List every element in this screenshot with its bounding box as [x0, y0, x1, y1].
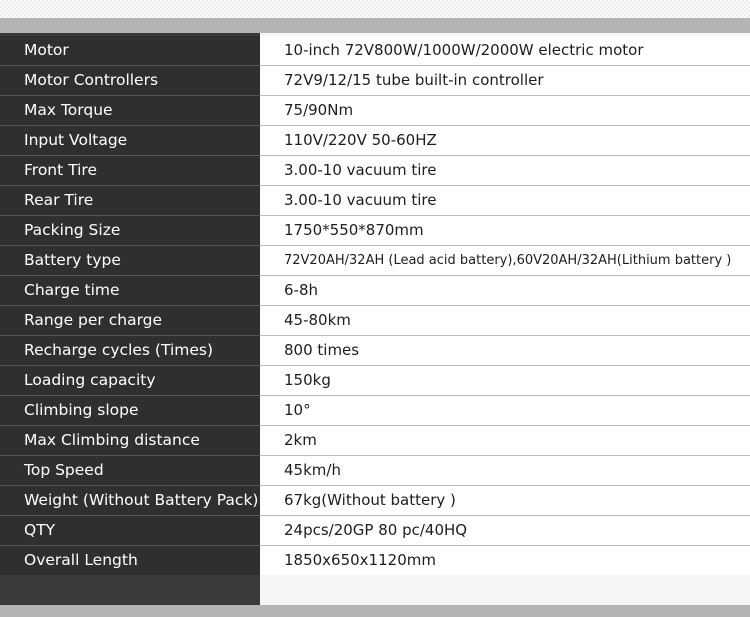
- spec-row-weight: [0, 486, 750, 516]
- spec-row-top-speed: [0, 456, 750, 486]
- spec-label: Rear Tire: [0, 186, 260, 215]
- spec-value: 2km: [260, 426, 750, 455]
- spec-label: Loading capacity: [0, 366, 260, 395]
- spec-value: 110V/220V 50-60HZ: [260, 126, 750, 155]
- spec-value: 45km/h: [260, 456, 750, 485]
- spec-label: QTY: [0, 516, 260, 545]
- spec-label: Front Tire: [0, 156, 260, 185]
- spec-value: 800 times: [260, 336, 750, 365]
- spec-value: 67kg(Without battery ): [260, 486, 750, 515]
- spec-value: 72V9/12/15 tube built-in controller: [260, 66, 750, 95]
- spec-row-motor: [0, 36, 750, 66]
- spec-label: Motor: [0, 36, 260, 65]
- spec-row-packing-size: [0, 216, 750, 246]
- spec-row-battery-type: [0, 246, 750, 276]
- spec-value: 1750*550*870mm: [260, 216, 750, 245]
- spec-label: Motor Controllers: [0, 66, 260, 95]
- spec-label: Charge time: [0, 276, 260, 305]
- spec-row-range-per-charge: [0, 306, 750, 336]
- spec-value: 72V20AH/32AH (Lead acid battery),60V20AH/32AH(Lithium battery ): [260, 246, 750, 275]
- spec-row-max-climbing-distance: [0, 426, 750, 456]
- spec-row-charge-time: [0, 276, 750, 306]
- spec-label: Max Torque: [0, 96, 260, 125]
- spec-label: Overall Length: [0, 546, 260, 575]
- spec-value: 150kg: [260, 366, 750, 395]
- spec-label: Range per charge: [0, 306, 260, 335]
- spec-label: Battery type: [0, 246, 260, 275]
- spec-label: Top Speed: [0, 456, 260, 485]
- spec-label: Climbing slope: [0, 396, 260, 425]
- spec-value: 3.00-10 vacuum tire: [260, 156, 750, 185]
- spec-value: 3.00-10 vacuum tire: [260, 186, 750, 215]
- spec-label: Recharge cycles (Times): [0, 336, 260, 365]
- spec-value: 10-inch 72V800W/1000W/2000W electric motor: [260, 36, 750, 65]
- spec-row-rear-tire: [0, 186, 750, 216]
- spec-value: 24pcs/20GP 80 pc/40HQ: [260, 516, 750, 545]
- spec-label: Packing Size: [0, 216, 260, 245]
- spec-label: Max Climbing distance: [0, 426, 260, 455]
- spec-row-motor-controllers: [0, 66, 750, 96]
- top-pattern-strip: [0, 0, 750, 18]
- spec-value: 6-8h: [260, 276, 750, 305]
- spec-value: 45-80km: [260, 306, 750, 335]
- spec-row-front-tire: [0, 156, 750, 186]
- spec-label: Input Voltage: [0, 126, 260, 155]
- spec-row-qty: [0, 516, 750, 546]
- spec-row-overall-length: [0, 546, 750, 576]
- spec-table: [0, 36, 750, 576]
- spec-label: Weight (Without Battery Pack): [0, 486, 260, 515]
- spec-row-recharge-cycles: [0, 336, 750, 366]
- spec-value: 1850x650x1120mm: [260, 546, 750, 575]
- spec-row-climbing-slope: [0, 396, 750, 426]
- spec-row-loading-capacity: [0, 366, 750, 396]
- spec-value: 75/90Nm: [260, 96, 750, 125]
- spec-row-input-voltage: [0, 126, 750, 156]
- spec-row-max-torque: [0, 96, 750, 126]
- spec-value: 10°: [260, 396, 750, 425]
